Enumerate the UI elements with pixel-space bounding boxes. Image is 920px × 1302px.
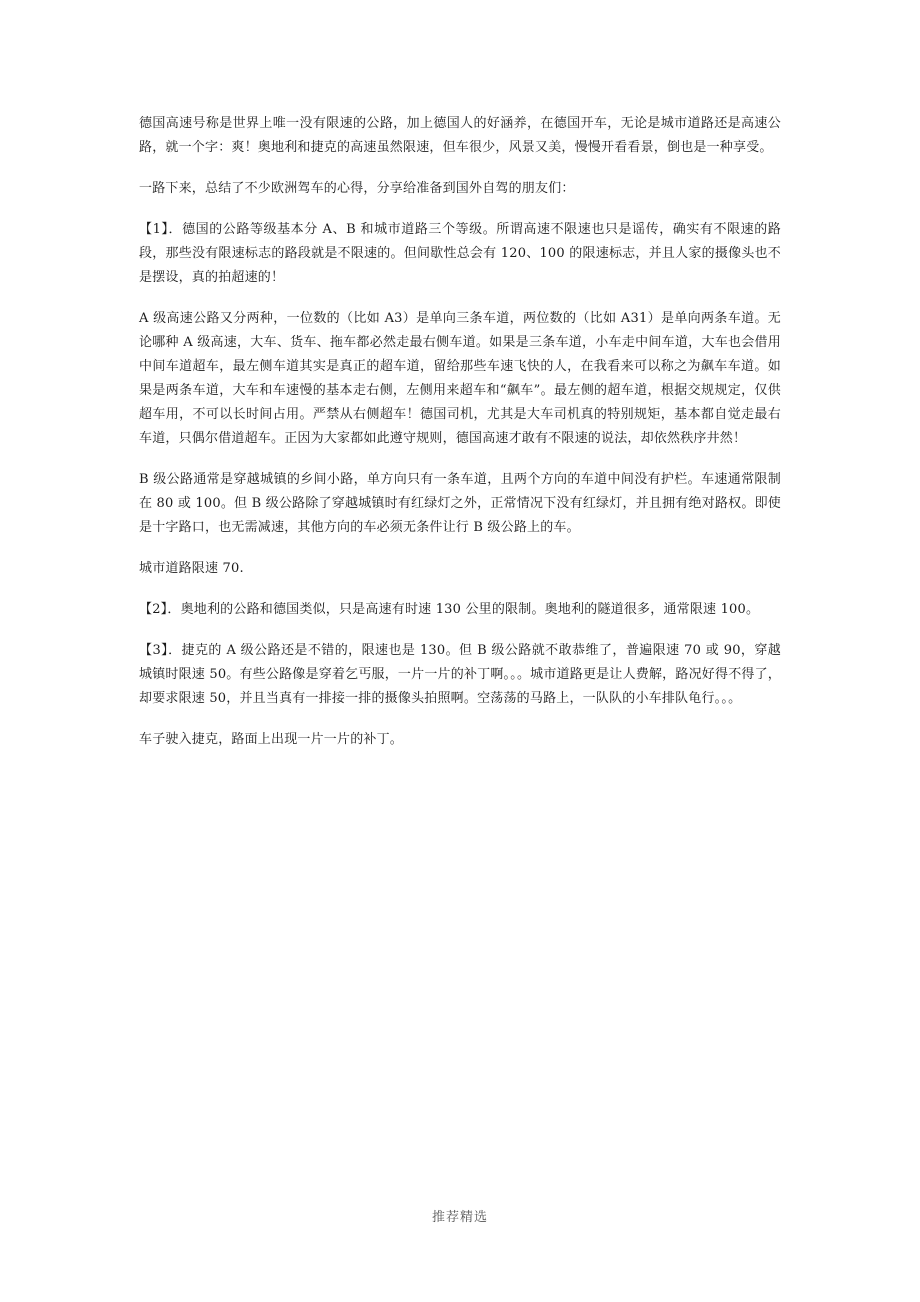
paragraph-gap xyxy=(139,540,781,557)
paragraph-b-class: B 级公路通常是穿越城镇的乡间小路，单方向只有一条车道，且两个方向的车道中间没有护栏。车速通常限制在 80 或 100。但 B 级公路除了穿越城镇时有红绿灯之外，正常情况下没有红绿灯，并且拥有绝对路权。即使是十字路口，也无需减速，其他方向的车必须无条件让行 B 级公路上的车。 xyxy=(139,472,781,535)
paragraph-gap xyxy=(139,201,781,218)
paragraph-gap xyxy=(139,711,781,728)
paragraph-a-class: A 级高速公路又分两种，一位数的（比如 A3）是单向三条车道，两位数的（比如 A31）是单向两条车道。无论哪种 A 级高速，大车、货车、拖车都必然走最右侧车道。如果是三条车道，小车走中间车道，大车也会借用中间车道超车，最左侧车道其实是真正的超车道，留给那些车速飞快的人，在我看来可以称之为飙车车道。如果是两条车道，大车和车速慢的基本走右侧，左侧用来超车和“飙车”。最左侧的超车道，根据交规规定，仅供超车用，不可以长时间占用。严禁从右侧超车！德国司机，尤其是大车司机真的特别规矩，基本都自觉走最右车道，只偶尔借道超车。正因为大家都如此遵守规则，德国高速才敢有不限速的说法，却依然秩序井然！ xyxy=(139,311,781,446)
paragraph-czech-entry: 车子驶入捷克，路面上出现一片一片的补丁。 xyxy=(139,732,404,747)
page-footer: 推荐精选 xyxy=(431,1210,488,1225)
paragraph-czech: 【3】．捷克的 A 级公路还是不错的，限速也是 130。但 B 级公路就不敢恭维了，普遍限速 70 或 90，穿越城镇时限速 50。有些公路像是穿着乞丐服，一片一片的补丁啊。。。城市道路更是让人费解，路况好得不得了，却要求限速 50，并且当真有一排接一排的摄像头拍照啊。空荡荡的马路上，一队队的小车排队龟行。。。 xyxy=(139,643,781,706)
paragraph-gap xyxy=(139,451,781,468)
paragraph-intro: 德国高速号称是世界上唯一没有限速的公路，加上德国人的好涵养，在德国开车，无论是城市道路还是高速公路，就一个字：爽！奥地利和捷克的高速虽然限速，但车很少，风景又美，慢慢开看看景，倒也是一种享受。 xyxy=(139,116,781,155)
paragraph-gap xyxy=(139,581,781,598)
paragraph-austria: 【2】．奥地利的公路和德国类似，只是高速有时速 130 公里的限制。奥地利的隧道很多，通常限速 100。 xyxy=(139,602,760,617)
paragraph-gap xyxy=(139,160,781,177)
paragraph-germany-roads: 【1】．德国的公路等级基本分 A、B 和城市道路三个等级。所谓高速不限速也只是谣传，确实有不限速的路段，那些没有限速标志的路段就是不限速的。但间歇性总会有 120、100 的限速标志，并且人家的摄像头也不是摆设，真的拍超速的！ xyxy=(139,222,781,285)
paragraph-gap xyxy=(139,622,781,639)
article-body xyxy=(139,112,781,752)
paragraph-summary: 一路下来，总结了不少欧洲驾车的心得，分享给准备到国外自驾的朋友们： xyxy=(139,181,575,196)
paragraph-city-limit: 城市道路限速 70. xyxy=(139,561,244,576)
paragraph-gap xyxy=(139,290,781,307)
